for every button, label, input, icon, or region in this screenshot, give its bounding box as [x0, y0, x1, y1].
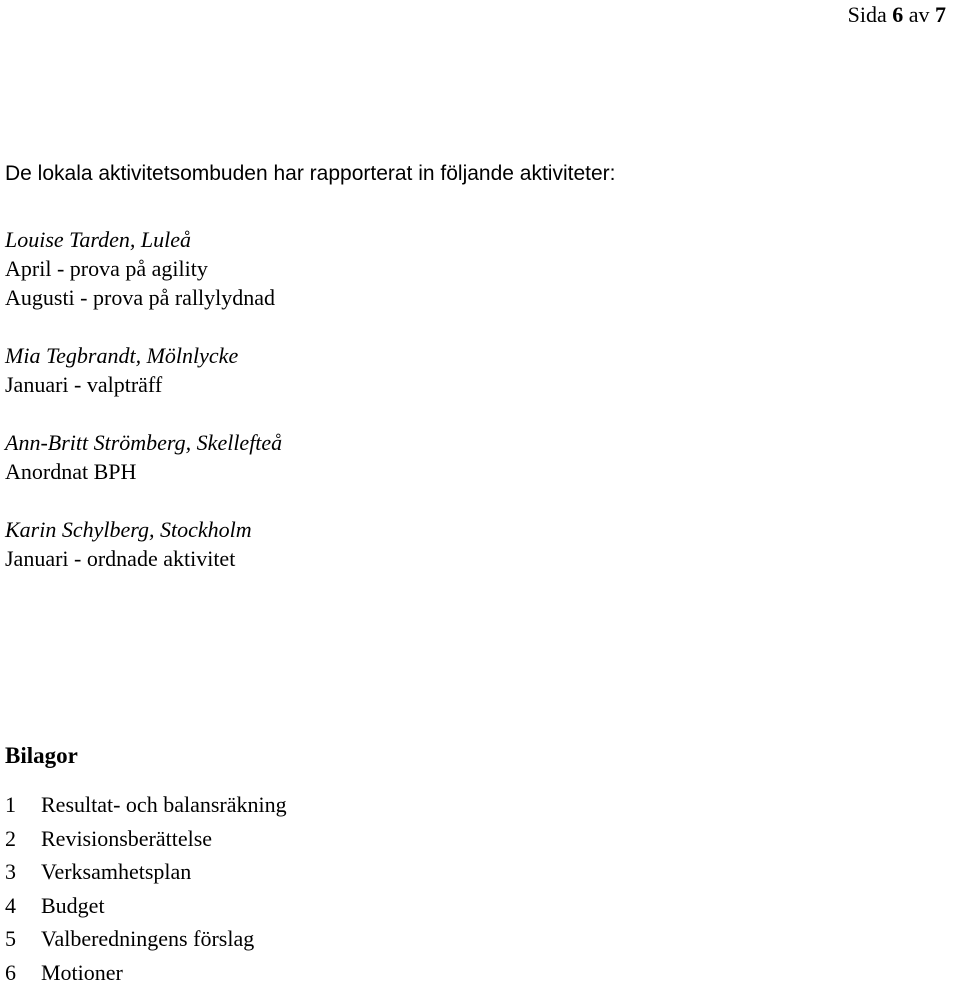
list-item — [5, 857, 287, 891]
list-item — [5, 790, 287, 824]
item-number: 2 — [5, 825, 16, 851]
page-prefix: Sida — [847, 2, 887, 27]
page-total: 7 — [935, 2, 946, 27]
page-number — [848, 0, 946, 29]
item-number: 4 — [5, 892, 16, 918]
item-label: Resultat- och balansräkning — [41, 792, 287, 817]
item-number: 5 — [5, 926, 16, 952]
item-label: Budget — [41, 892, 105, 918]
report-block — [5, 515, 252, 573]
list-item — [5, 924, 287, 958]
item-label: Valberedningens förslag — [41, 926, 255, 952]
attachments-list — [5, 790, 287, 992]
report-line: Januari - ordnade aktivitet — [5, 546, 236, 571]
item-label: Verksamhetsplan — [41, 859, 192, 885]
item-number: 3 — [5, 859, 16, 885]
page-separator: av — [908, 2, 930, 27]
report-line: Augusti - prova på rallylydnad — [5, 285, 276, 310]
list-item — [5, 891, 287, 925]
page-current: 6 — [892, 2, 904, 27]
item-label: Revisionsberättelse — [41, 825, 213, 851]
item-number: 6 — [5, 959, 16, 985]
report-block — [5, 225, 275, 312]
item-label: Motioner — [41, 959, 123, 985]
report-line: April - prova på agility — [5, 256, 208, 281]
report-name: Louise Tarden, Luleå — [5, 227, 192, 252]
report-name: Ann-Britt Strömberg, Skellefteå — [5, 430, 283, 455]
list-item — [5, 958, 287, 992]
item-number: 1 — [5, 792, 16, 817]
report-line: Anordnat BPH — [5, 459, 137, 484]
report-block — [5, 341, 238, 399]
intro-text: De lokala aktivitetsombuden har rapporterat in följande aktiviteter: — [5, 162, 616, 185]
report-block — [5, 428, 282, 486]
list-item — [5, 824, 287, 858]
attachments-heading: Bilagor — [5, 743, 78, 768]
report-name: Mia Tegbrandt, Mölnlycke — [5, 343, 239, 368]
report-name: Karin Schylberg, Stockholm — [5, 517, 252, 542]
report-line: Januari - valpträff — [5, 372, 163, 397]
